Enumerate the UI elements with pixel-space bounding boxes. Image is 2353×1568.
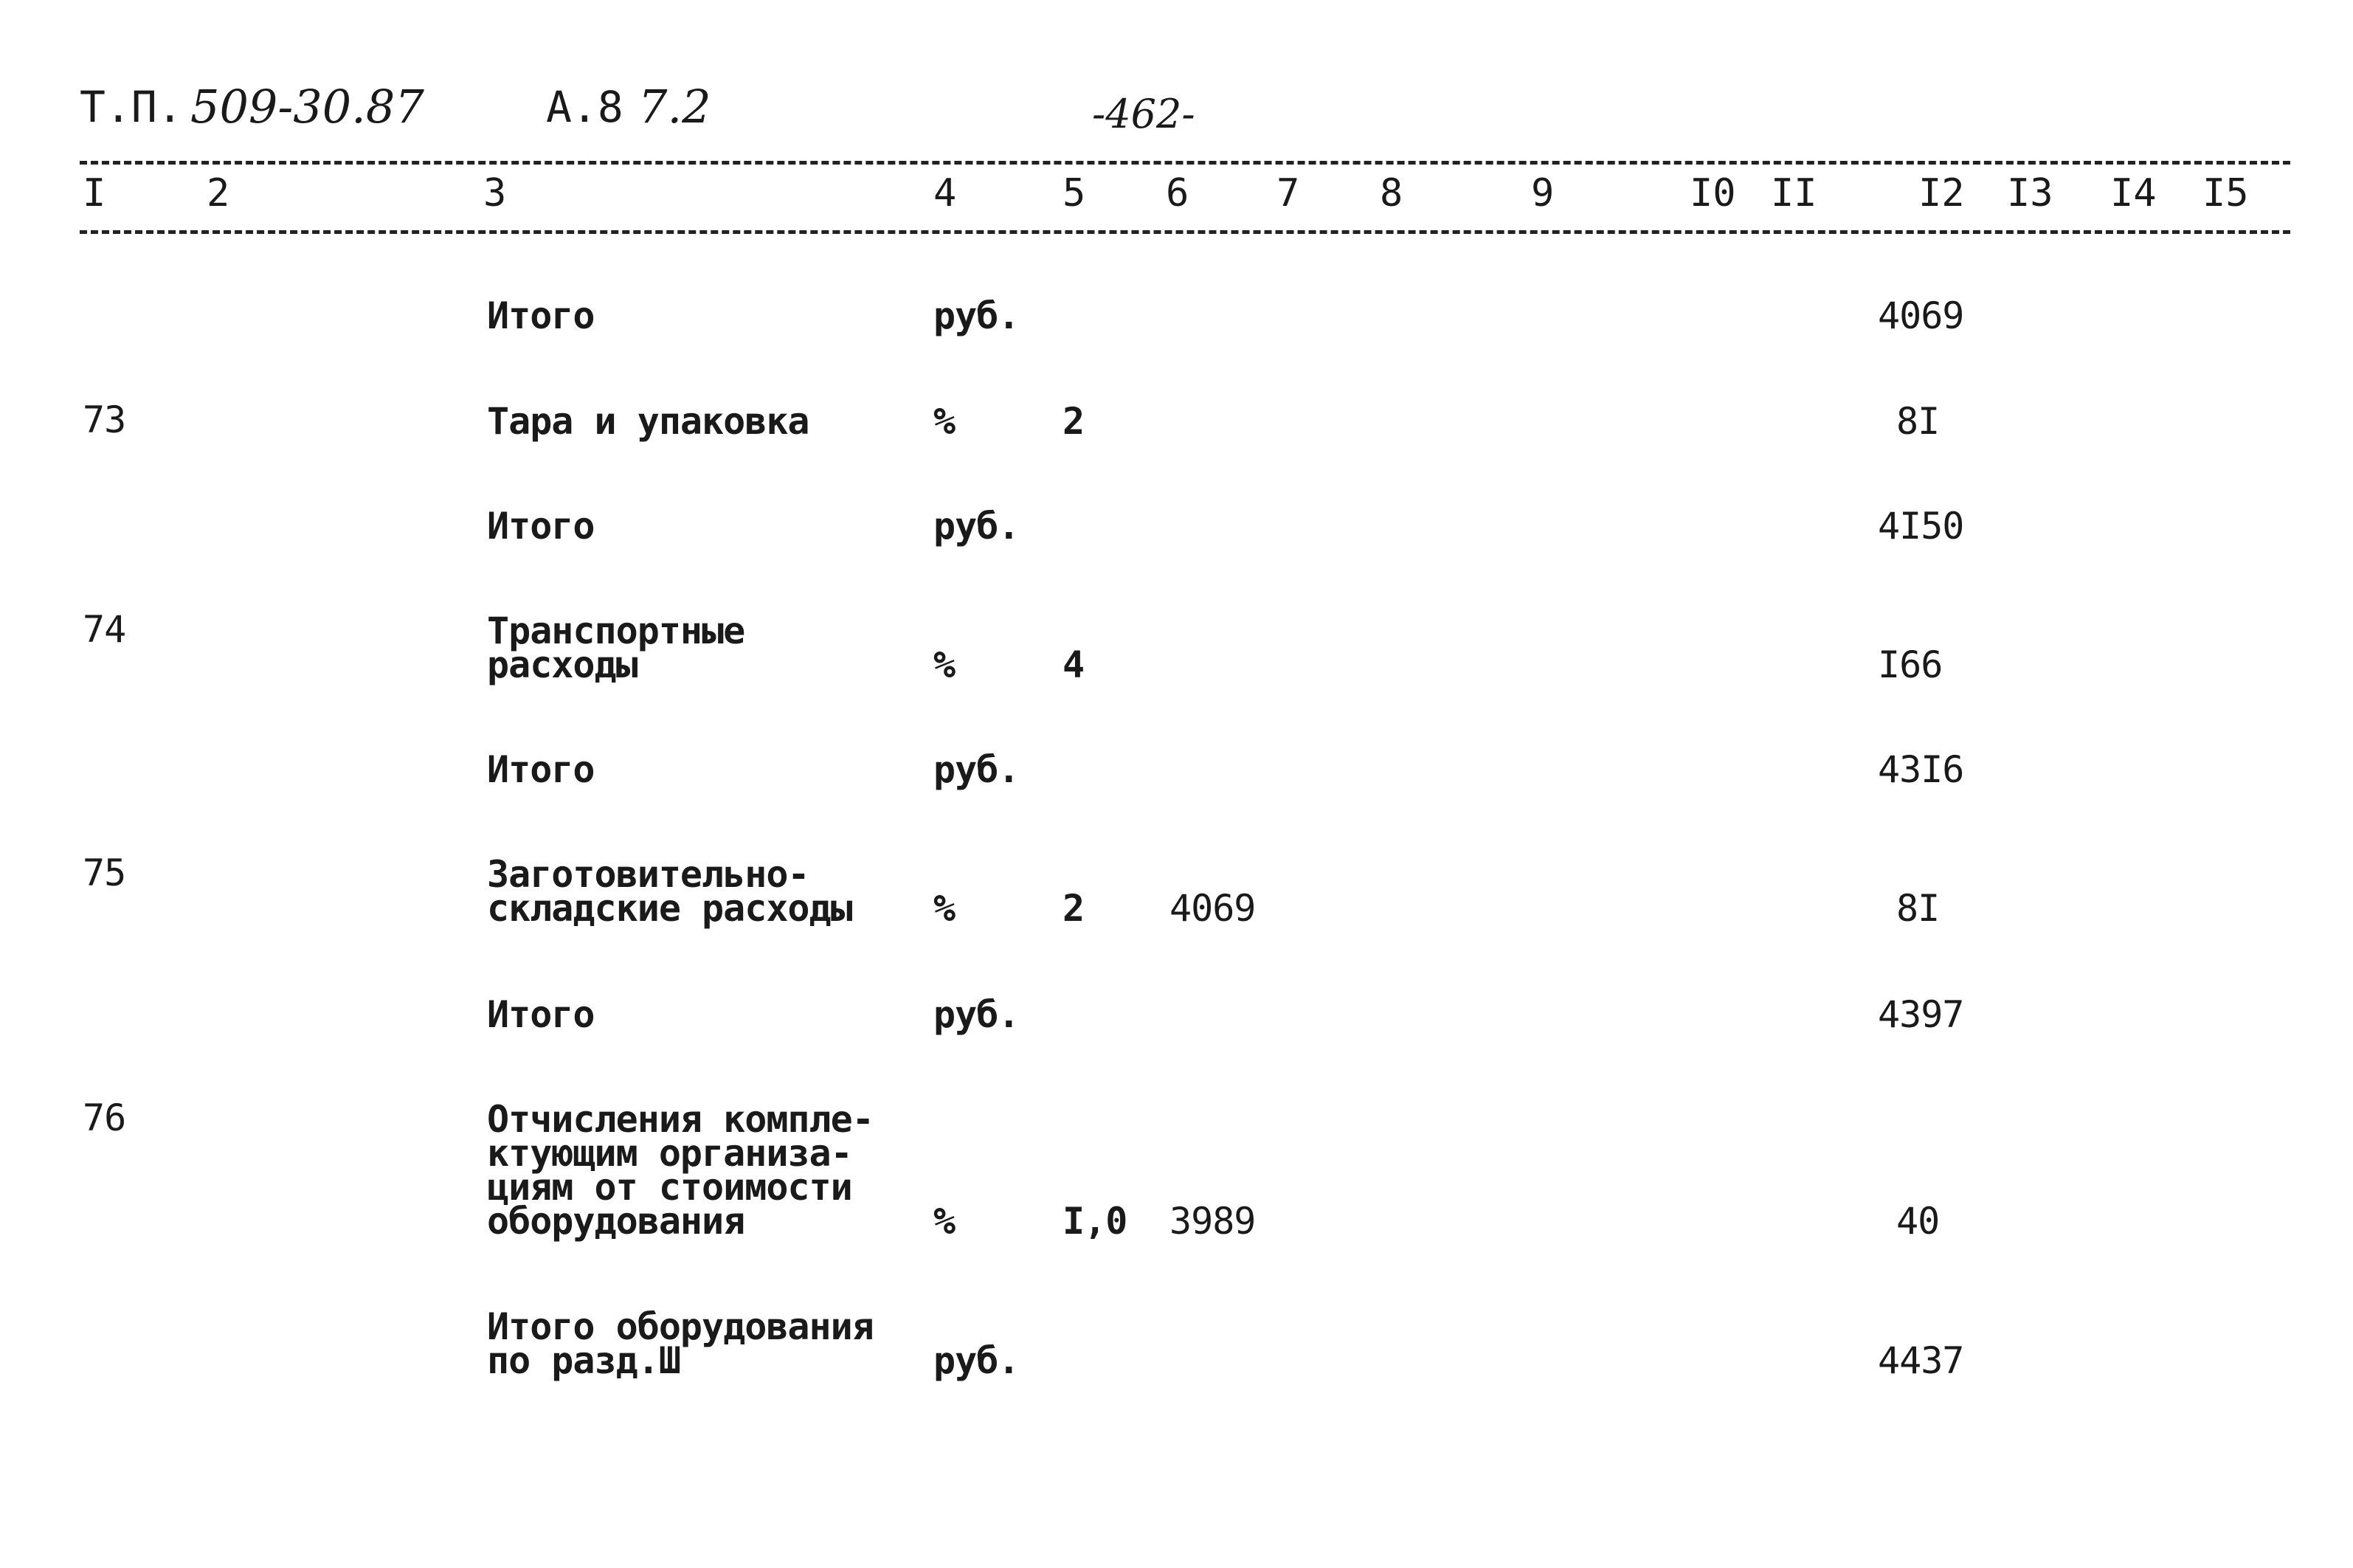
- column-number: I0: [1690, 171, 1736, 215]
- column-number: 8: [1380, 171, 1403, 215]
- row-col5: 2: [1063, 400, 1085, 443]
- row-description: Итого: [487, 294, 595, 337]
- row-col6: 3989: [1169, 1200, 1256, 1243]
- row-unit: руб.: [933, 505, 1020, 548]
- row-description: Отчисления компле- ктующим организа- циям от стоимости оборудования: [487, 1098, 874, 1243]
- row-description: Заготовительно- складские расходы: [487, 853, 852, 930]
- project-code: [190, 81, 424, 134]
- row-unit: руб.: [933, 993, 1020, 1036]
- table-header-rule: [80, 230, 2290, 234]
- row-col12: I66: [1878, 643, 1943, 686]
- row-unit: %: [933, 643, 956, 686]
- column-number: 4: [933, 171, 957, 215]
- column-number: 2: [207, 171, 230, 215]
- row-description: Итого: [487, 505, 595, 548]
- doc-prefix: Т.П.: [80, 82, 183, 132]
- row-col6: 4069: [1169, 887, 1256, 930]
- row-number: 73: [83, 398, 126, 441]
- column-number: I3: [2007, 171, 2053, 215]
- row-col12: 4397: [1878, 993, 1964, 1036]
- column-number: 5: [1063, 171, 1086, 215]
- row-unit: %: [933, 1200, 956, 1243]
- row-unit: руб.: [933, 1339, 1020, 1382]
- row-col12: 8I: [1896, 887, 1940, 930]
- row-col5: I,0: [1063, 1200, 1127, 1243]
- column-number: 6: [1166, 171, 1189, 215]
- album-label: А.8: [546, 82, 623, 132]
- column-number: II: [1771, 171, 1817, 215]
- row-description: Итого оборудования по разд.Ш: [487, 1305, 874, 1382]
- column-number: I: [83, 171, 106, 215]
- row-description: Тара и упаковка: [487, 400, 809, 443]
- album-part-text: 7.2: [638, 80, 711, 134]
- row-col12: 43I6: [1878, 748, 1964, 791]
- column-number: I4: [2110, 171, 2157, 215]
- project-code-text: 509-30.87: [190, 80, 424, 134]
- row-col5: 4: [1063, 643, 1085, 686]
- row-unit: %: [933, 887, 956, 930]
- row-unit: %: [933, 400, 956, 443]
- row-number: 76: [83, 1096, 126, 1139]
- row-number: 74: [83, 608, 126, 651]
- column-number: 3: [483, 171, 507, 215]
- column-number: I2: [1918, 171, 1965, 215]
- row-col12: 4069: [1878, 294, 1964, 337]
- album-part: [638, 81, 711, 134]
- page-number: [1092, 87, 1195, 140]
- row-col12: 4I50: [1878, 505, 1964, 548]
- row-description: Итого: [487, 748, 595, 791]
- row-description: Итого: [487, 993, 595, 1036]
- page-number-text: -462-: [1092, 91, 1195, 137]
- column-number: I5: [2202, 171, 2249, 215]
- row-col12: 40: [1896, 1200, 1940, 1243]
- row-col5: 2: [1063, 887, 1085, 930]
- row-unit: руб.: [933, 748, 1020, 791]
- row-col12: 4437: [1878, 1339, 1964, 1382]
- row-col12: 8I: [1896, 400, 1940, 443]
- row-unit: руб.: [933, 294, 1020, 337]
- column-number: 9: [1531, 171, 1555, 215]
- row-number: 75: [83, 852, 126, 894]
- column-number: 7: [1276, 171, 1300, 215]
- row-description: Транспортные расходы: [487, 609, 745, 686]
- table-top-rule: [80, 161, 2290, 165]
